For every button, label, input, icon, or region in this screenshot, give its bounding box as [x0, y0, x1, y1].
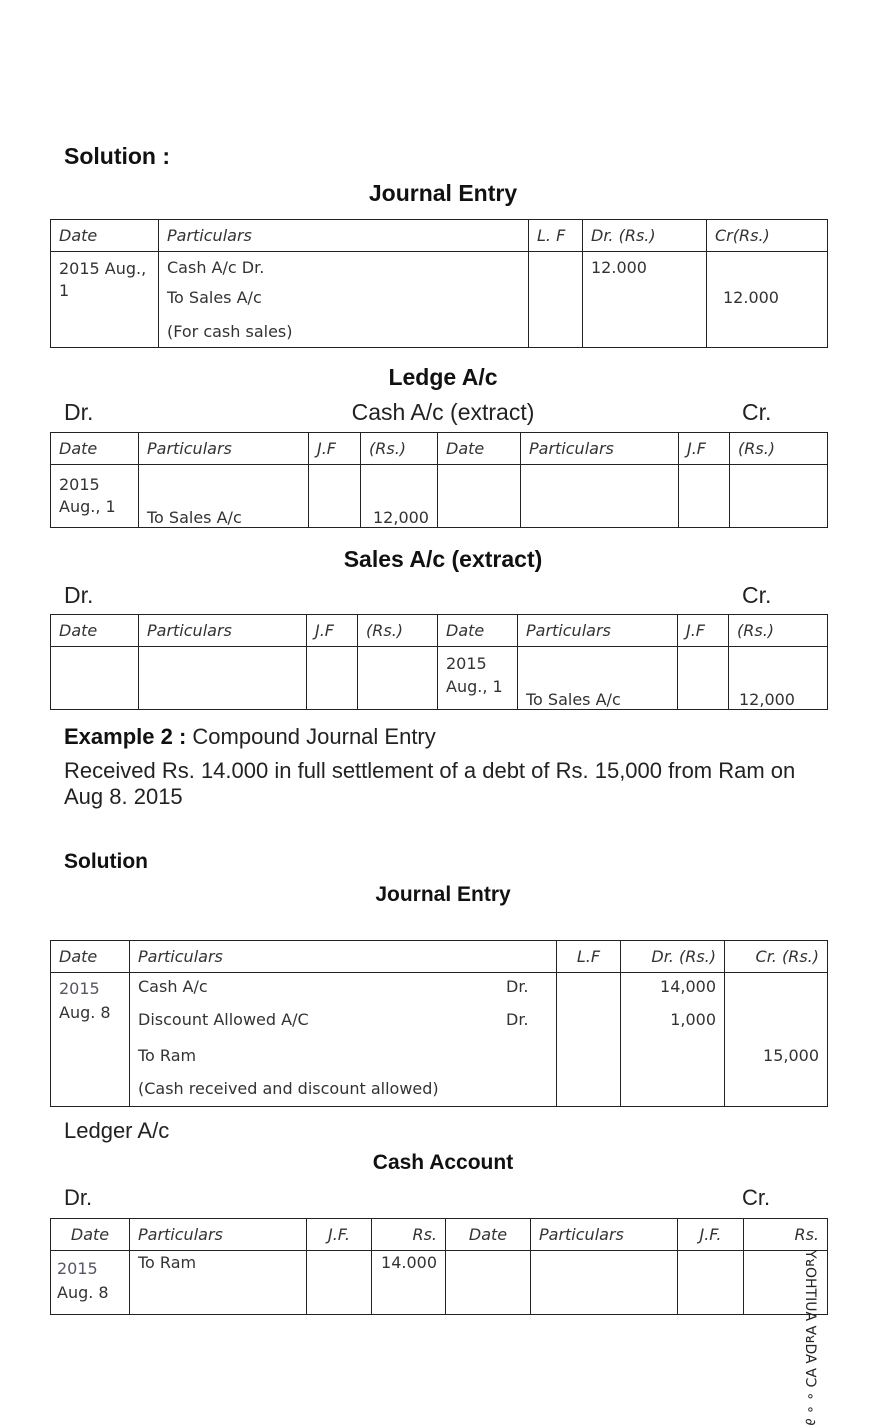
particulars-cell: [139, 465, 309, 528]
cr-label: Cr.: [742, 582, 772, 608]
dr-amount: 1,000: [670, 1010, 716, 1029]
date-line: 2015: [59, 475, 100, 494]
particular-line: [138, 1010, 548, 1046]
date-cell: [51, 465, 139, 528]
sales-ledger-table: [50, 614, 828, 710]
amount-cell: [729, 647, 828, 710]
particulars-cell: [130, 1251, 307, 1315]
col-date: Date: [438, 433, 521, 465]
jf-cell: [309, 465, 361, 528]
dr-label: Dr.: [64, 582, 94, 608]
col-particulars: Particulars: [139, 433, 309, 465]
example-heading: [64, 724, 436, 750]
col-cr: Cr. (Rs.): [725, 941, 828, 973]
col-date: Date: [51, 220, 159, 252]
empty-cell: [51, 647, 139, 710]
date-line: 2015: [59, 979, 100, 998]
journal-entry-title: Journal Entry: [368, 180, 518, 206]
particular-line: [138, 977, 548, 1010]
date-line: 2015: [57, 1259, 98, 1278]
solution-heading: Solution :: [64, 143, 171, 169]
cr-amount: 12.000: [723, 288, 779, 307]
ledger-title: Ledge A/c: [388, 364, 498, 390]
dr-label: Dr.: [64, 399, 94, 425]
journal-table-1: [50, 219, 828, 348]
col-particulars: Particulars: [139, 615, 307, 647]
col-date: Date: [51, 941, 130, 973]
date-cell: [51, 252, 159, 348]
col-jf: J.F: [307, 615, 358, 647]
journal-table-2: [50, 940, 828, 1107]
cr-label: Cr.: [742, 399, 772, 425]
col-amount: (Rs.): [361, 433, 438, 465]
empty-cell: [139, 647, 307, 710]
col-particulars: Particulars: [159, 220, 529, 252]
col-particulars: Particulars: [130, 1219, 307, 1251]
date-line: 2015 Aug.,: [59, 259, 147, 278]
date-line: Aug., 1: [59, 497, 116, 516]
col-lf: L.F: [557, 941, 621, 973]
dr-cell: [583, 252, 707, 348]
table-row: [51, 973, 828, 1107]
col-jf: J.F.: [678, 1219, 744, 1251]
col-dr: Dr. (Rs.): [621, 941, 725, 973]
amount-text: 12,000: [373, 508, 429, 527]
lf-cell: [557, 973, 621, 1107]
date-cell: [438, 647, 518, 710]
example-text: Received Rs. 14.000 in full settlement of a debt of Rs. 15,000 from Ram on Aug 8. 2015: [64, 758, 796, 809]
journal-entry-title: Journal Entry: [375, 883, 511, 906]
cash-account-title: Cash Account: [372, 1151, 514, 1174]
col-amount: (Rs.): [729, 615, 828, 647]
jf-cell: [307, 1251, 372, 1315]
particular-text: Discount Allowed A/C: [138, 1010, 309, 1029]
amount-text: 12,000: [739, 690, 795, 709]
example-title: Compound Journal Entry: [192, 724, 436, 749]
particular-text: (Cash received and discount allowed): [138, 1079, 439, 1098]
particular-line: [138, 1079, 548, 1098]
col-jf: J.F: [678, 615, 729, 647]
cr-cell: [707, 252, 828, 348]
col-lf: L. F: [529, 220, 583, 252]
col-amount: (Rs.): [730, 433, 828, 465]
sales-ledger-title: Sales A/c (extract): [343, 546, 543, 572]
particulars-cell: [130, 973, 557, 1107]
particular-line: To Sales A/c: [167, 288, 262, 307]
particular-line: [138, 1046, 548, 1079]
col-particulars: Particulars: [531, 1219, 678, 1251]
col-date: Date: [51, 1219, 130, 1251]
particular-text: Cash A/c: [138, 977, 208, 996]
col-cr: Cr(Rs.): [707, 220, 828, 252]
dr-label: Dr.: [64, 1185, 93, 1210]
date-line: Aug., 1: [446, 677, 503, 696]
table-row: [51, 465, 828, 528]
col-jf: J.F.: [307, 1219, 372, 1251]
cash-ledger-table: [50, 432, 828, 528]
ledger-header-row: [51, 1219, 828, 1251]
dr-cell: [621, 973, 725, 1107]
table-row: [51, 1251, 828, 1315]
col-jf: J.F: [679, 433, 730, 465]
jf-cell: [678, 647, 729, 710]
empty-cell: [358, 647, 438, 710]
amount-cell: [361, 465, 438, 528]
side-margin-text: YᴚOHTIUA ∀ᴚDA ∀Ɔ ∘ ∘ ∂: [802, 1250, 818, 1426]
particulars-text: To Ram: [138, 1253, 197, 1272]
cr-cell: [725, 973, 828, 1107]
amount-cell: [372, 1251, 446, 1315]
solution-heading: Solution: [64, 850, 148, 873]
date-line: 1: [59, 281, 70, 300]
ledger-heading: Ledger A/c: [64, 1118, 170, 1143]
date-line: Aug. 8: [59, 1003, 111, 1022]
col-particulars: Particulars: [521, 433, 679, 465]
empty-cell: [446, 1251, 531, 1315]
date-cell: [51, 1251, 130, 1315]
cash-account-table: [50, 1218, 828, 1315]
cr-amount: 15,000: [763, 1046, 819, 1065]
journal-header-row: [51, 941, 828, 973]
col-date: Date: [51, 615, 139, 647]
date-line: Aug. 8: [57, 1283, 109, 1302]
col-amount: Rs.: [744, 1219, 828, 1251]
example-label: Example 2 :: [64, 724, 187, 749]
col-date: Date: [51, 433, 139, 465]
empty-cell: [678, 1251, 744, 1315]
particulars-text: To Sales A/c: [147, 508, 242, 527]
col-particulars: Particulars: [518, 615, 678, 647]
col-date: Date: [438, 615, 518, 647]
particulars-cell: [159, 252, 529, 348]
col-date: Date: [446, 1219, 531, 1251]
lf-cell: [529, 252, 583, 348]
dr-amount: 12.000: [591, 258, 647, 277]
particular-text: To Ram: [138, 1046, 197, 1065]
particulars-cell: [518, 647, 678, 710]
dr-mark: Dr.: [506, 977, 529, 996]
table-row: [51, 647, 828, 710]
journal-header-row: [51, 220, 828, 252]
ledger-header-row: [51, 433, 828, 465]
cash-ledger-title: Cash A/c (extract): [351, 399, 535, 425]
particulars-text: To Sales A/c: [526, 690, 621, 709]
col-particulars: Particulars: [130, 941, 557, 973]
ledger-header-row: [51, 615, 828, 647]
empty-cell: [307, 647, 358, 710]
col-amount: (Rs.): [358, 615, 438, 647]
col-dr: Dr. (Rs.): [583, 220, 707, 252]
empty-cell: [679, 465, 730, 528]
particular-line: (For cash sales): [167, 322, 293, 341]
table-row: [51, 252, 828, 348]
col-amount: Rs.: [372, 1219, 446, 1251]
dr-amount: 14,000: [660, 977, 716, 996]
empty-cell: [521, 465, 679, 528]
date-cell: [51, 973, 130, 1107]
date-line: 2015: [446, 654, 487, 673]
particular-line: Cash A/c Dr.: [167, 258, 265, 277]
col-jf: J.F: [309, 433, 361, 465]
dr-mark: Dr.: [506, 1010, 529, 1029]
empty-cell: [438, 465, 521, 528]
empty-cell: [730, 465, 828, 528]
empty-cell: [531, 1251, 678, 1315]
cr-label: Cr.: [742, 1185, 771, 1210]
amount-text: 14.000: [381, 1253, 437, 1272]
